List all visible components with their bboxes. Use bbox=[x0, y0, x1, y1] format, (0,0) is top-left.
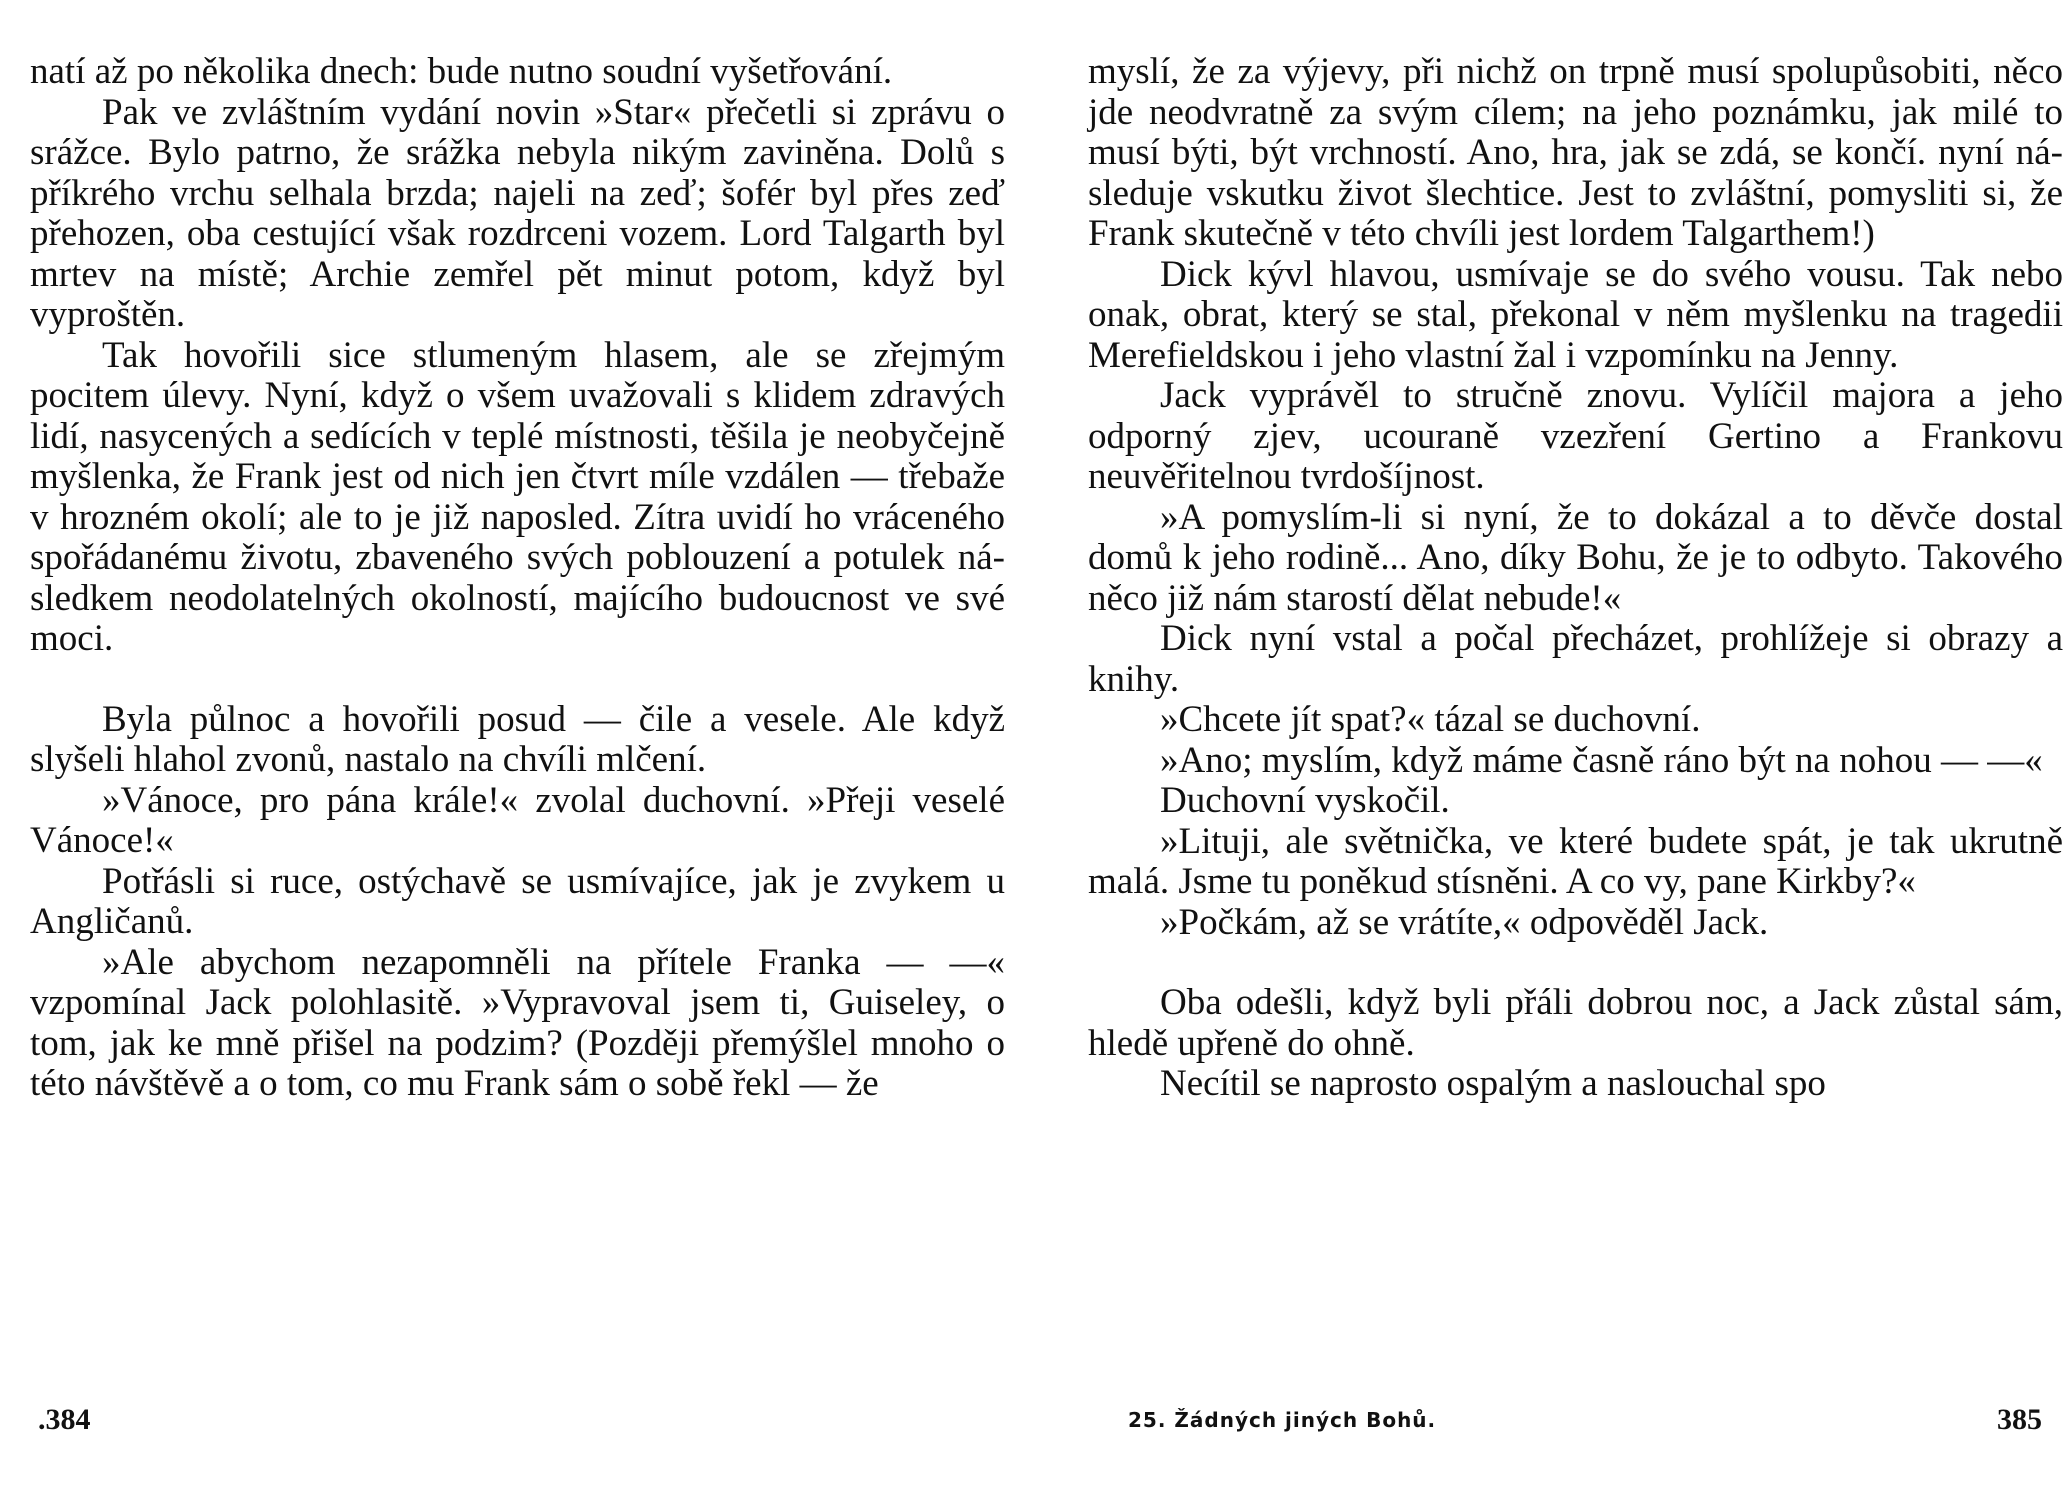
paragraph: Potřásli si ruce, ostýchavě se usmívajíce, jak je zvykem u Angličanů. bbox=[30, 860, 1005, 942]
right-page bbox=[1036, 0, 2072, 1500]
paragraph: Oba odešli, když byli přáli dobrou noc, a Jack zůstal sám, hledě upřeně do ohně. bbox=[1088, 982, 2063, 1064]
paragraph: »A pomyslím-li si nyní, že to dokázal a to děvče dostal domů k jeho rodině... Ano, díky Bohu, že je to odbyto. Takového něco již nám starostí dělat nebude!« bbox=[1088, 496, 2063, 619]
paragraph: myslí, že za výjevy, při nichž on trpně musí spolupůsobiti, něco jde neodvratně za svým cílem; na jeho poznámku, jak milé to musí býti, být vrchností. Ano, hra, jak se zdá, se končí. nyní následuje vskutku život šlechtice. Jest to zvláštní, pomysliti si, že Frank skutečně v této chvíli jest lordem Talgarthem!) bbox=[1088, 51, 2063, 254]
paragraph: Jack vyprávěl to stručně znovu. Vylíčil majora a jeho odporný zjev, ucouraně vzezření Gertino a Frankovu neuvěřitelnou tvrdošíjnost. bbox=[1088, 375, 2063, 497]
paragraph: »Chcete jít spat?« tázal se duchovní. bbox=[1160, 699, 1701, 740]
paragraph: »Ano; myslím, když máme časně ráno být na nohou — —« bbox=[1160, 739, 2043, 781]
paragraph: Pak ve zvláštním vydání novin »Star« přečetli si zprávu o srážce. Bylo patrno, že srážka nebyla nikým zaviněna. Dolů s příkrého vrchu selhala brzda; najeli na zeď; šofér byl přes zeď přehozen, oba cestující však rozdrceni vozem. Lord Talgarth byl mrtev na místě; Archie zemřel pět minut potom, když byl vyproštěn. bbox=[30, 91, 1005, 335]
right-page-text bbox=[1088, 52, 2063, 1105]
paragraph: Dick nyní vstal a počal přecházet, prohlížeje si obrazy a knihy. bbox=[1088, 618, 2063, 700]
paragraph: »Vánoce, pro pána krále!« zvolal duchovní. »Přeji veselé Vánoce!« bbox=[30, 779, 1005, 861]
left-page-text bbox=[30, 52, 1005, 1105]
paragraph: natí až po několika dnech: bude nutno soudní vyšetřování. bbox=[30, 51, 893, 92]
page-number-left: .384 bbox=[38, 1403, 91, 1436]
paragraph: Byla půlnoc a hovořili posud — čile a vesele. Ale když slyšeli hlahol zvonů, nastalo na chvíli mlčení. bbox=[30, 698, 1005, 780]
paragraph: Necítil se naprosto ospalým a naslouchal spo bbox=[1160, 1063, 1826, 1104]
paragraph: Dick kývl hlavou, usmívaje se do svého vousu. Tak nebo onak, obrat, který se stal, překonal v něm myšlenku na tragedii Merefieldskou i jeho vlastní žal i vzpomínku na Jenny. bbox=[1088, 253, 2063, 376]
signature-mark: 25. Žádných jiných Bohů. bbox=[1128, 1408, 1437, 1432]
paragraph: Tak hovořili sice stlumeným hlasem, ale se zřejmým pocitem úlevy. Nyní, když o všem uvažovali s klidem zdravých lidí, nasycených a sedících v teplé místnosti, těšila je neobyčejně myšlenka, že Frank jest od nich jen čtvrt míle vzdálen — třebaže v hrozném okolí; ale to je již naposled. Zítra uvidí ho vráceného spořádanému životu, zbaveného svých poblouzení a potulek následkem neodolatelných okolností, majícího budoucnost ve své moci. bbox=[30, 334, 1005, 659]
paragraph: »Lituji, ale světnička, ve které budete spát, je tak ukrutně malá. Jsme tu poněkud stísněni. A co vy, pane Kirkby?« bbox=[1088, 820, 2063, 902]
paragraph: »Ale abychom nezapomněli na přítele Franka — —« vzpomínal Jack polohlasitě. »Vypravoval jsem ti, Guiseley, o tom, jak ke mně přišel na podzim? (Později přemýšlel mnoho o této návštěvě a o tom, co mu Frank sám o sobě řekl — že bbox=[30, 941, 1005, 1104]
paragraph: »Počkám, až se vrátíte,« odpověděl Jack. bbox=[1160, 901, 1769, 943]
paragraph: Duchovní vyskočil. bbox=[1160, 780, 1450, 821]
page-number-right: 385 bbox=[1997, 1403, 2042, 1436]
